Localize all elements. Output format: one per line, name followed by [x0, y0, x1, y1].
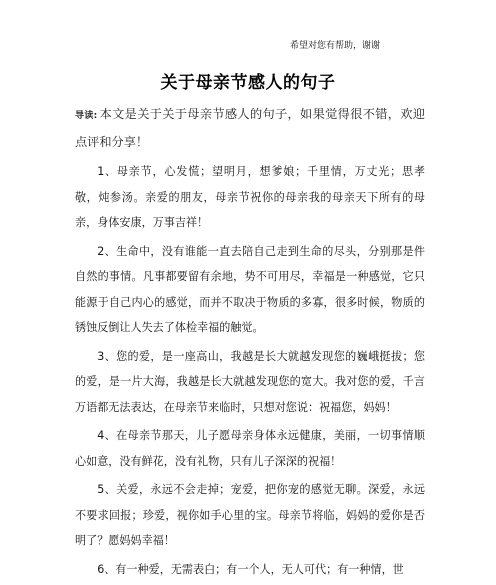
paragraph-1: 1、母亲节，心发慌；望明月，想爹娘；千里情，万丈光；思孝敬，炖参汤。亲爱的朋友，母亲节祝你的母亲我的母亲天下所有的母亲，身体安康，万事吉祥！ — [75, 165, 425, 229]
intro-text: 本文是关于关于母亲节感人的句子，如果觉得很不错，欢迎点评和分享！ — [75, 107, 425, 149]
header-note: 希望对您有帮助，谢谢 — [289, 41, 380, 51]
intro-label: 导读: — [75, 111, 98, 121]
paragraph-6: 6、有一种爱，无需表白；有一个人，无人可代；有一种情，世 — [97, 562, 404, 576]
page-title: 关于母亲节感人的句子 — [160, 73, 336, 93]
document-body — [75, 101, 425, 585]
paragraph-2: 2、生命中，没有谁能一直去陪自己走到生命的尽头，分别那是件自然的事情。凡事都要留有余地，势不可用尽，幸福是一种感觉，它只能源于自己内心的感觉，而并不取决于物质的多寡，很多时候，物质的锈蚀反倒让人失去了体检幸福的触觉。 — [75, 244, 425, 334]
paragraph-3: 3、您的爱，是一座高山，我越是长大就越发现您的巍峨挺拔；您的爱，是一片大海，我越是长大就越发现您的宽大。我对您的爱，千言万语都无法表达，在母亲节来临时，只想对您说：祝福您，妈妈！ — [75, 349, 425, 414]
intro-paragraph — [75, 101, 425, 155]
paragraph-4: 4、在母亲节那天，儿子愿母亲身体永远健康，美丽，一切事情顺心如意，没有鲜花，没有礼物，只有儿子深深的祝福！ — [75, 429, 425, 468]
paragraph-5: 5、关爱，永远不会走掉；宠爱，把你宠的感觉无聊。深爱，永远不要求回报；珍爱，视你如手心里的宝。母亲节将临，妈妈的爱你是否明了？愿妈妈幸福！ — [75, 483, 425, 547]
